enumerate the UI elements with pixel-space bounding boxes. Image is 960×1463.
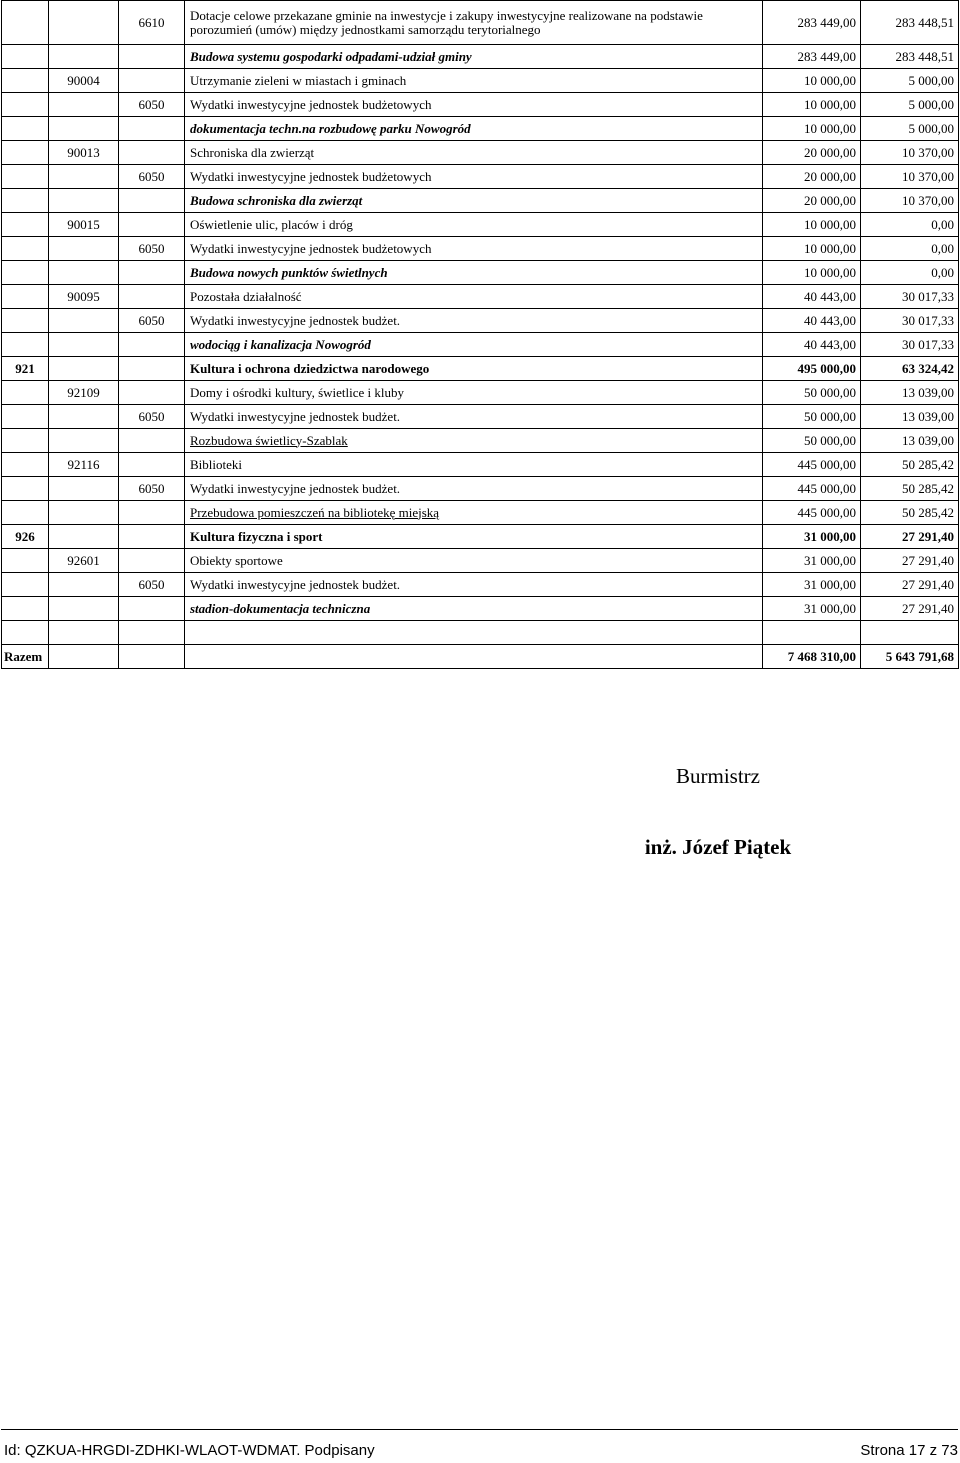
rozdzial-cell: [49, 525, 119, 549]
execution-cell: 30 017,33: [861, 309, 959, 333]
description-cell: [185, 429, 763, 453]
description-cell-text: Wydatki inwestycyjne jednostek budżetowych: [190, 96, 432, 112]
plan-cell: 445 000,00: [763, 477, 861, 501]
paragraf-cell: 6050: [119, 237, 185, 261]
table-body: [2, 1, 959, 669]
plan-cell: 50 000,00: [763, 405, 861, 429]
paragraf-cell: 6050: [119, 309, 185, 333]
plan-cell: 31 000,00: [763, 597, 861, 621]
paragraf-cell: [119, 525, 185, 549]
table-row: [2, 69, 959, 93]
execution-cell: 30 017,33: [861, 285, 959, 309]
execution-cell: 10 370,00: [861, 141, 959, 165]
execution-cell: 5 000,00: [861, 93, 959, 117]
execution-cell: 5 000,00: [861, 117, 959, 141]
dzial-cell: [2, 333, 49, 357]
table-row: [2, 597, 959, 621]
rozdzial-cell: [49, 309, 119, 333]
description-cell: [185, 69, 763, 93]
description-cell: [185, 93, 763, 117]
table-row: [2, 117, 959, 141]
execution-cell: 0,00: [861, 237, 959, 261]
description-cell-text: Oświetlenie ulic, placów i dróg: [190, 216, 353, 232]
description-cell-text: Rozbudowa świetlicy-Szablak: [190, 432, 348, 448]
table-row: [2, 453, 959, 477]
dzial-cell: [2, 573, 49, 597]
dzial-cell: [2, 477, 49, 501]
dzial-cell: [2, 285, 49, 309]
paragraf-cell: [119, 381, 185, 405]
paragraf-cell: [119, 117, 185, 141]
rozdzial-cell: [49, 189, 119, 213]
execution-cell: 13 039,00: [861, 405, 959, 429]
paragraf-cell: [119, 69, 185, 93]
table-row: [2, 45, 959, 69]
dzial-cell: [2, 141, 49, 165]
dzial-cell: [2, 429, 49, 453]
execution-cell: 27 291,40: [861, 525, 959, 549]
description-cell-text: Dotacje celowe przekazane gminie na inwestycje i zakupy inwestycyjne realizowane na podstawie porozumień (umów) między jednostkami samorządu terytorialnego: [190, 7, 703, 37]
dzial-cell: [2, 93, 49, 117]
paragraf-cell: [119, 45, 185, 69]
description-cell-text: Kultura i ochrona dziedzictwa narodowego: [190, 360, 430, 376]
paragraf-cell: [119, 597, 185, 621]
description-cell: [185, 189, 763, 213]
paragraf-cell: [119, 285, 185, 309]
plan-cell: 31 000,00: [763, 525, 861, 549]
rozdzial-cell: 90004: [49, 69, 119, 93]
total-plan-cell: 7 468 310,00: [763, 645, 861, 669]
description-cell: [185, 1, 763, 45]
dzial-cell: [2, 381, 49, 405]
dzial-cell: [2, 189, 49, 213]
plan-cell: 31 000,00: [763, 573, 861, 597]
description-cell: [185, 165, 763, 189]
paragraf-cell: [119, 333, 185, 357]
dzial-cell: 926: [2, 525, 49, 549]
rozdzial-cell: [49, 573, 119, 597]
execution-cell: 27 291,40: [861, 573, 959, 597]
rozdzial-cell: [49, 117, 119, 141]
rozdzial-cell: 92601: [49, 549, 119, 573]
spacer-cell: [49, 621, 119, 645]
signature-title: Burmistrz: [676, 764, 760, 788]
spacer-cell: [2, 621, 49, 645]
plan-cell: 40 443,00: [763, 285, 861, 309]
description-cell-text: Wydatki inwestycyjne jednostek budżet.: [190, 576, 401, 592]
paragraf-cell: 6610: [119, 1, 185, 45]
description-cell-text: Wydatki inwestycyjne jednostek budżet.: [190, 408, 401, 424]
page-number: Strona 17 z 73: [860, 1442, 958, 1459]
paragraf-cell: [119, 261, 185, 285]
description-cell-text: dokumentacja techn.na rozbudowę parku Nowogród: [190, 120, 471, 136]
table-row: [2, 429, 959, 453]
rozdzial-cell: [49, 429, 119, 453]
plan-cell: 10 000,00: [763, 261, 861, 285]
table-row: [2, 237, 959, 261]
paragraf-cell: [119, 549, 185, 573]
description-cell: [185, 261, 763, 285]
description-cell: [185, 237, 763, 261]
rozdzial-cell: [49, 357, 119, 381]
dzial-cell: [2, 261, 49, 285]
execution-cell: 27 291,40: [861, 549, 959, 573]
execution-cell: 0,00: [861, 213, 959, 237]
description-cell: [185, 309, 763, 333]
plan-cell: 283 449,00: [763, 1, 861, 45]
execution-cell: 283 448,51: [861, 45, 959, 69]
plan-cell: 10 000,00: [763, 69, 861, 93]
plan-cell: 20 000,00: [763, 141, 861, 165]
paragraf-cell: [119, 141, 185, 165]
total-execution-cell: 5 643 791,68: [861, 645, 959, 669]
description-cell: [185, 501, 763, 525]
empty-cell: [49, 645, 119, 669]
rozdzial-cell: [49, 93, 119, 117]
table-row: [2, 261, 959, 285]
rozdzial-cell: 90015: [49, 213, 119, 237]
plan-cell: 50 000,00: [763, 381, 861, 405]
dzial-cell: [2, 237, 49, 261]
paragraf-cell: [119, 501, 185, 525]
table-row: [2, 573, 959, 597]
execution-cell: 13 039,00: [861, 381, 959, 405]
plan-cell: 10 000,00: [763, 93, 861, 117]
signature-name: inż. Józef Piątek: [644, 835, 792, 859]
plan-cell: 31 000,00: [763, 549, 861, 573]
paragraf-cell: [119, 357, 185, 381]
table-row: [2, 93, 959, 117]
dzial-cell: [2, 117, 49, 141]
empty-cell: [119, 645, 185, 669]
plan-cell: 445 000,00: [763, 453, 861, 477]
description-cell-text: Biblioteki: [190, 456, 242, 472]
description-cell-text: Przebudowa pomieszczeń na bibliotekę miejską: [190, 504, 440, 520]
execution-cell: 283 448,51: [861, 1, 959, 45]
rozdzial-cell: [49, 165, 119, 189]
table-row: [2, 525, 959, 549]
description-cell: [185, 597, 763, 621]
description-cell-text: Domy i ośrodki kultury, świetlice i kluby: [190, 384, 404, 400]
rozdzial-cell: 90013: [49, 141, 119, 165]
plan-cell: 50 000,00: [763, 429, 861, 453]
paragraf-cell: [119, 189, 185, 213]
plan-cell: 445 000,00: [763, 501, 861, 525]
dzial-cell: [2, 45, 49, 69]
description-cell: [185, 213, 763, 237]
plan-cell: 495 000,00: [763, 357, 861, 381]
spacer-row: [2, 621, 959, 645]
description-cell: [185, 525, 763, 549]
paragraf-cell: [119, 453, 185, 477]
description-cell: [185, 117, 763, 141]
paragraf-cell: 6050: [119, 573, 185, 597]
table-row: [2, 141, 959, 165]
document-id: Id: QZKUA-HRGDI-ZDHKI-WLAOT-WDMAT. Podpisany: [4, 1442, 375, 1459]
execution-cell: 50 285,42: [861, 501, 959, 525]
rozdzial-cell: [49, 45, 119, 69]
total-row: [2, 645, 959, 669]
spacer-cell: [119, 621, 185, 645]
description-cell: [185, 357, 763, 381]
plan-cell: 283 449,00: [763, 45, 861, 69]
dzial-cell: [2, 309, 49, 333]
plan-cell: 20 000,00: [763, 189, 861, 213]
paragraf-cell: [119, 213, 185, 237]
description-cell-text: Utrzymanie zieleni w miastach i gminach: [190, 72, 407, 88]
empty-cell: [185, 645, 763, 669]
table-row: [2, 165, 959, 189]
execution-cell: 0,00: [861, 261, 959, 285]
rozdzial-cell: [49, 1, 119, 45]
plan-cell: 40 443,00: [763, 309, 861, 333]
execution-cell: 50 285,42: [861, 453, 959, 477]
paragraf-cell: [119, 429, 185, 453]
description-cell: [185, 573, 763, 597]
table-row: [2, 381, 959, 405]
rozdzial-cell: 90095: [49, 285, 119, 309]
plan-cell: 10 000,00: [763, 117, 861, 141]
description-cell-text: Budowa systemu gospodarki odpadami-udział gminy: [190, 48, 472, 64]
dzial-cell: [2, 69, 49, 93]
dzial-cell: 921: [2, 357, 49, 381]
table-row: [2, 405, 959, 429]
rozdzial-cell: [49, 477, 119, 501]
rozdzial-cell: [49, 501, 119, 525]
spacer-cell: [763, 621, 861, 645]
rozdzial-cell: [49, 237, 119, 261]
description-cell-text: Wydatki inwestycyjne jednostek budżet.: [190, 480, 401, 496]
paragraf-cell: 6050: [119, 405, 185, 429]
dzial-cell: [2, 501, 49, 525]
description-cell-text: Wydatki inwestycyjne jednostek budżet.: [190, 312, 401, 328]
plan-cell: 10 000,00: [763, 237, 861, 261]
plan-cell: 40 443,00: [763, 333, 861, 357]
dzial-cell: [2, 549, 49, 573]
execution-cell: 63 324,42: [861, 357, 959, 381]
rozdzial-cell: [49, 333, 119, 357]
rozdzial-cell: [49, 597, 119, 621]
execution-cell: 13 039,00: [861, 429, 959, 453]
execution-cell: 10 370,00: [861, 165, 959, 189]
table-row: [2, 549, 959, 573]
table-row: [2, 213, 959, 237]
table-row: [2, 333, 959, 357]
description-cell-text: Schroniska dla zwierząt: [190, 144, 315, 160]
description-cell-text: wodociąg i kanalizacja Nowogród: [190, 336, 371, 352]
rozdzial-cell: [49, 261, 119, 285]
spacer-cell: [185, 621, 763, 645]
execution-cell: 27 291,40: [861, 597, 959, 621]
rozdzial-cell: 92116: [49, 453, 119, 477]
description-cell: [185, 405, 763, 429]
dzial-cell: [2, 213, 49, 237]
table-row: [2, 477, 959, 501]
spacer-cell: [861, 621, 959, 645]
description-cell-text: Obiekty sportowe: [190, 552, 283, 568]
paragraf-cell: 6050: [119, 477, 185, 501]
plan-cell: 10 000,00: [763, 213, 861, 237]
rozdzial-cell: 92109: [49, 381, 119, 405]
execution-cell: 50 285,42: [861, 477, 959, 501]
table-row: [2, 357, 959, 381]
execution-cell: 30 017,33: [861, 333, 959, 357]
description-cell: [185, 477, 763, 501]
execution-cell: 10 370,00: [861, 189, 959, 213]
description-cell-text: Pozostała działalność: [190, 288, 302, 304]
description-cell-text: stadion-dokumentacja techniczna: [190, 600, 371, 616]
budget-table: [1, 0, 959, 669]
plan-cell: 20 000,00: [763, 165, 861, 189]
dzial-cell: [2, 1, 49, 45]
description-cell: [185, 285, 763, 309]
rozdzial-cell: [49, 405, 119, 429]
description-cell-text: Budowa schroniska dla zwierząt: [190, 192, 363, 208]
total-label-cell: Razem: [2, 645, 49, 669]
description-cell: [185, 141, 763, 165]
description-cell: [185, 549, 763, 573]
table-row: [2, 1, 959, 45]
table-row: [2, 501, 959, 525]
description-cell: [185, 45, 763, 69]
description-cell-text: Kultura fizyczna i sport: [190, 528, 323, 544]
dzial-cell: [2, 597, 49, 621]
table-row: [2, 189, 959, 213]
footer-divider: [1, 1429, 958, 1430]
description-cell: [185, 333, 763, 357]
description-cell-text: Budowa nowych punktów świetlnych: [190, 264, 388, 280]
description-cell-text: Wydatki inwestycyjne jednostek budżetowych: [190, 168, 432, 184]
dzial-cell: [2, 453, 49, 477]
table-row: [2, 285, 959, 309]
description-cell-text: Wydatki inwestycyjne jednostek budżetowych: [190, 240, 432, 256]
dzial-cell: [2, 165, 49, 189]
paragraf-cell: 6050: [119, 165, 185, 189]
description-cell: [185, 381, 763, 405]
description-cell: [185, 453, 763, 477]
paragraf-cell: 6050: [119, 93, 185, 117]
dzial-cell: [2, 405, 49, 429]
execution-cell: 5 000,00: [861, 69, 959, 93]
table-row: [2, 309, 959, 333]
